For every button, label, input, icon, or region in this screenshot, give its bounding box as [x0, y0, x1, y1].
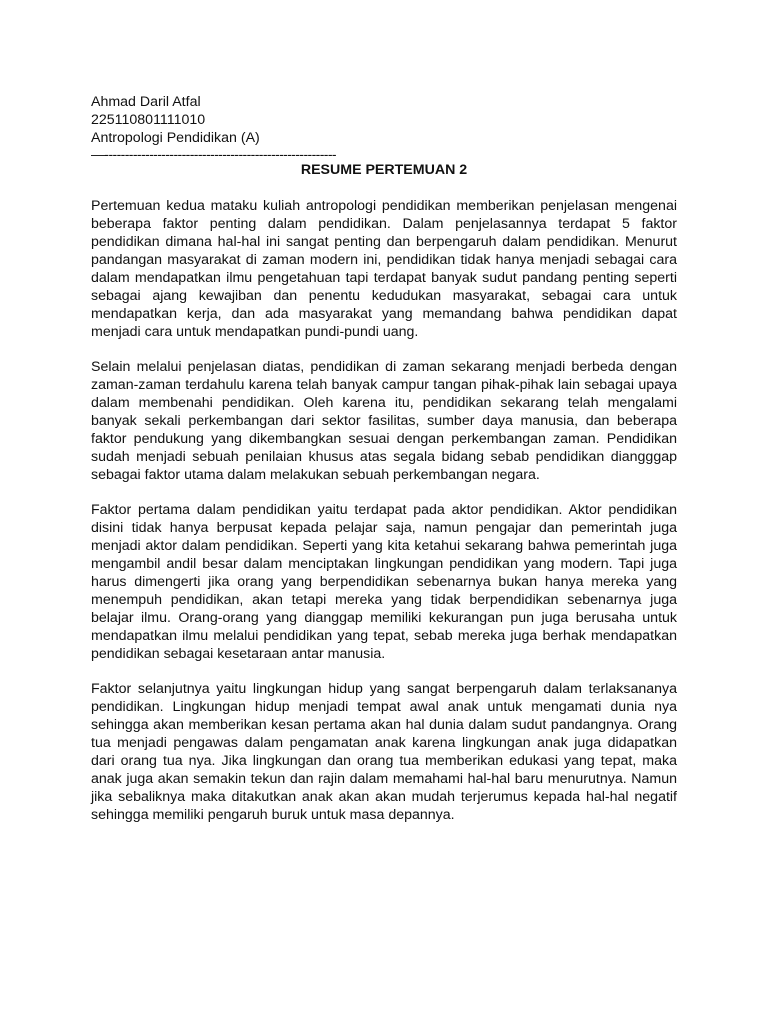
document-page [91, 93, 677, 841]
header-separator: —--------------------------------------------------------- [91, 147, 336, 161]
author-name: Ahmad Daril Atfal [91, 94, 201, 110]
document-title: RESUME PERTEMUAN 2 [300, 162, 468, 178]
course-name: Antropologi Pendidikan (A) [91, 130, 260, 146]
paragraph-3: Faktor pertama dalam pendidikan yaitu terdapat pada aktor pendidikan. Aktor pendidikan disini tidak hanya berpusat kepada pelajar saja, namun pengajar dan pemerintah juga menjadi aktor dalam pendidikan. Seperti yang kita ketahui sekarang bahwa pemerintah juga mengambil andil besar dalam menciptakan lingkungan pendidikan yang modern. Tapi juga harus dimengerti jika orang yang berpendidikan sebenarnya bukan hanya mereka yang menempuh pendidikan, akan tetapi mereka yang tidak berpendidikan sebenarnya juga belajar ilmu. Orang-orang yang dianggap memiliki kekurangan pun juga berusaha untuk mendapatkan ilmu melalui pendidikan yang tepat, sebab mereka juga berhak mendapatkan pendidikan sebagai kesetaraan antar manusia. [91, 502, 677, 662]
paragraph-1: Pertemuan kedua mataku kuliah antropologi pendidikan memberikan penjelasan mengenai beberapa faktor penting dalam pendidikan. Dalam penjelasannya terdapat 5 faktor pendidikan dimana hal-hal ini sangat penting dan berpengaruh dalam pendidikan. Menurut pandangan masyarakat di zaman modern ini, pendidikan tidak hanya menjadi sebagai cara dalam mendapatkan ilmu pengetahuan tapi terdapat banyak sudut pandang penting seperti sebagai ajang kewajiban dan penentu kedudukan masyarakat, sebagai cara untuk mendapatkan kerja, dan ada masyarakat yang memandang bahwa pendidikan dapat menjadi cara untuk mendapatkan pundi-pundi uang. [91, 198, 677, 340]
paragraph-2: Selain melalui penjelasan diatas, pendidikan di zaman sekarang menjadi berbeda dengan zaman-zaman terdahulu karena telah banyak campur tangan pihak-pihak lain sebagai upaya dalam membenahi pendidikan. Oleh karena itu, pendidikan sekarang telah mengalami banyak sekali perkembangan dari sektor fasilitas, sumber daya manusia, dan beberapa faktor pendukung yang dikembangkan sesuai dengan perkembangan zaman. Pendidikan sudah menjadi sebuah penilaian khusus atas segala bidang sebab pendidikan diangggap sebagai faktor utama dalam melakukan sebuah perkembangan negara. [91, 359, 677, 483]
paragraph-4: Faktor selanjutnya yaitu lingkungan hidup yang sangat berpengaruh dalam terlaksananya pendidikan. Lingkungan hidup menjadi tempat awal anak untuk mengamati dunia nya sehingga akan memberikan kesan pertama akan hal dunia dalam sudut pandangnya. Orang tua menjadi pengawas dalam pengamatan anak karena lingkungan anak juga didapatkan dari orang tua nya. Jika lingkungan dan orang tua memberikan edukasi yang tepat, maka anak juga akan semakin tekun dan rajin dalam memahami hal-hal baru menurutnya. Namun jika sebaliknya maka ditakutkan anak akan akan mudah terjerumus kepada hal-hal negatif sehingga memiliki pengaruh buruk untuk masa depannya. [91, 681, 677, 823]
student-id: 225110801111010 [91, 112, 206, 128]
